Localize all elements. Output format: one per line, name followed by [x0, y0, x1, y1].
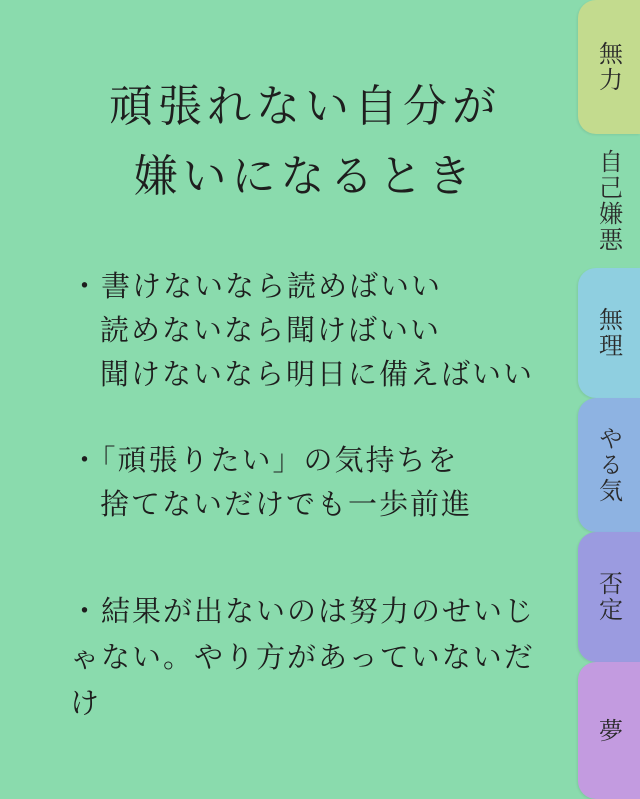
tab-muri[interactable] — [578, 268, 640, 398]
tab-label: 自己嫌悪 — [594, 149, 623, 253]
tab-label: 無力 — [594, 41, 623, 93]
tab-yaruki[interactable] — [578, 398, 640, 532]
bullet-line: ・結果が出ないのは努力のせいじ — [70, 594, 536, 628]
bullet-line: ゃない。やり方があっていないだ — [70, 640, 535, 674]
tab-label: やる気 — [594, 426, 623, 504]
tab-label: 夢 — [594, 717, 623, 744]
index-tabs — [578, 0, 640, 799]
page-title — [0, 72, 610, 212]
bullet-item — [70, 588, 570, 726]
bullet-line: け — [70, 686, 102, 720]
title-line-1: 頑張れない自分が — [109, 81, 501, 132]
bullet-item — [70, 264, 570, 396]
tab-hitei[interactable] — [578, 532, 640, 662]
bullet-line: 捨てないだけでも一歩前進 — [100, 487, 473, 521]
bullet-item — [70, 438, 570, 526]
tab-label: 否定 — [594, 571, 623, 623]
bullet-line: ・「頑張りたい」の気持ちを — [70, 443, 459, 477]
bullet-line: ・書けないなら読めばいい — [70, 269, 443, 303]
tab-yume[interactable] — [578, 662, 640, 799]
tab-label: 無理 — [594, 307, 623, 359]
bullet-line: 読めないなら聞けばいい — [100, 313, 442, 347]
tab-jikoken-o[interactable] — [578, 134, 640, 268]
bullet-line: 聞けないなら明日に備えばいい — [100, 357, 535, 391]
tab-muryoku[interactable] — [578, 0, 640, 134]
title-line-2: 嫌いになるとき — [133, 151, 477, 202]
bullet-list — [70, 264, 570, 568]
